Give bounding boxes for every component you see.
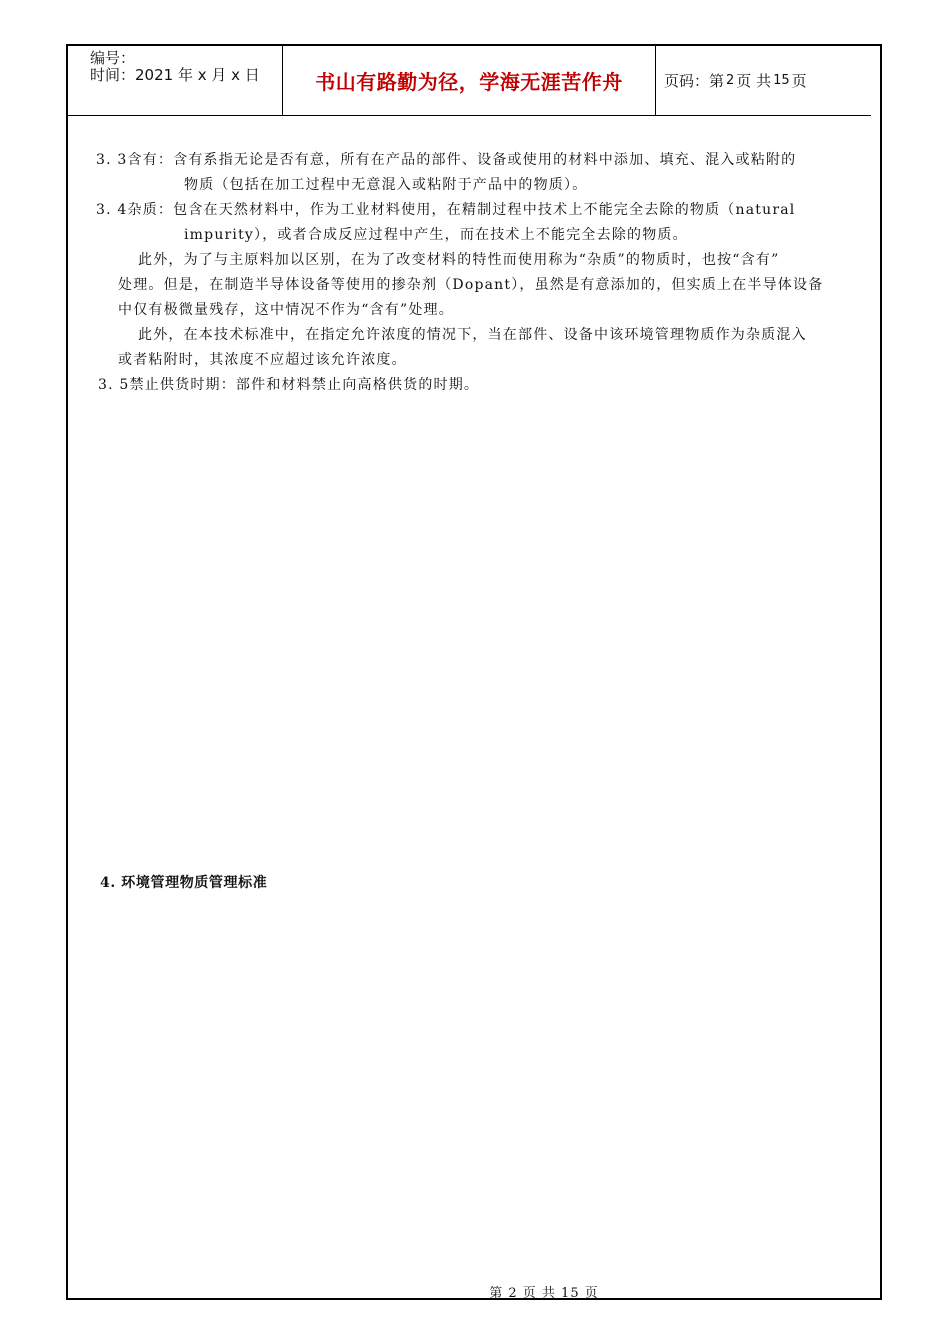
definition-3-3-line-1: 3. 3含有：含有系指无论是否有意，所有在产品的部件、设备或使用的材料中添加、填充、混入或粘附的 — [96, 152, 797, 168]
section-4-heading: 4. 环境管理物质管理标准 — [100, 875, 268, 891]
definition-3-4-line-1: 3. 4杂质：包含在天然材料中，作为工业材料使用，在精制过程中技术上不能完全去除的物质（natural — [96, 202, 796, 218]
definition-3-5-line: 3. 5禁止供货时期：部件和材料禁止向高格供货的时期。 — [98, 377, 480, 393]
paragraph-impurity-line-3: 中仅有极微量残存，这中情况不作为“含有”处理。 — [118, 302, 454, 318]
paragraph-concentration-line-1: 此外，在本技术标准中，在指定允许浓度的情况下，当在部件、设备中该环境管理物质作为杂质混入 — [138, 327, 807, 343]
definition-3-4-line-2: impurity），或者合成反应过程中产生，而在技术上不能完全去除的物质。 — [184, 227, 688, 243]
page-suffix: 页 — [791, 72, 807, 90]
page-footer: 第 2 页 共 15 页 — [489, 1286, 599, 1301]
paragraph-concentration-line-2: 或者粘附时，其浓度不应超过该允许浓度。 — [118, 352, 407, 368]
document-number-label: 编号： — [90, 49, 136, 67]
page-current: 2 — [726, 73, 735, 88]
paragraph-impurity-line-2: 处理。但是，在制造半导体设备等使用的掺杂剂（Dopant），虽然是有意添加的，但实质上在半导体设备 — [118, 277, 824, 293]
page-frame — [66, 44, 882, 1300]
motto-text: 书山有路勤为径，学海无涯苦作舟 — [315, 70, 623, 94]
page-mid: 页 共 — [736, 72, 772, 90]
document-date: 时间：2021 年 x 月 x 日 — [90, 66, 260, 84]
document-body — [68, 46, 880, 1298]
page-total: 15 — [773, 73, 790, 88]
paragraph-impurity-line-1: 此外，为了与主原料加以区别，在为了改变材料的特性而使用称为“杂质”的物质时，也按“含有” — [138, 252, 780, 268]
page-prefix: 页码：第 — [664, 72, 725, 90]
definition-3-3-line-2: 物质（包括在加工过程中无意混入或粘附于产品中的物质）。 — [184, 177, 588, 193]
